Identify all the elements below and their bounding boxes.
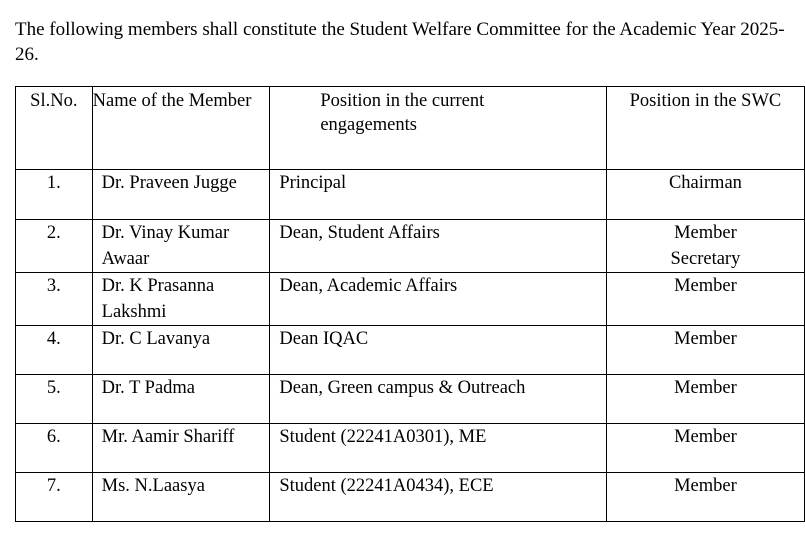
table-row: [16, 375, 805, 424]
swc-position-cell: Member: [606, 326, 804, 375]
sl-no-cell: 7.: [16, 473, 93, 522]
table-row: [16, 326, 805, 375]
member-name-cell: Mr. Aamir Shariff: [92, 424, 270, 473]
member-name-cell: Dr. C Lavanya: [92, 326, 270, 375]
swc-position-cell: Member Secretary: [606, 220, 804, 273]
header-sl-no: Sl.No.: [16, 87, 93, 170]
table-row: [16, 273, 805, 326]
member-name-cell: Ms. N.Laasya: [92, 473, 270, 522]
header-swc-position: Position in the SWC: [606, 87, 804, 170]
sl-no-cell: 1.: [16, 170, 93, 220]
member-name-cell: Dr. Praveen Jugge: [92, 170, 270, 220]
swc-position-cell: Member: [606, 273, 804, 326]
sl-no-cell: 3.: [16, 273, 93, 326]
header-member-name: Name of the Member: [92, 87, 270, 170]
table-row: [16, 220, 805, 273]
table-row: [16, 473, 805, 522]
intro-paragraph: The following members shall constitute the Student Welfare Committee for the Academic Year 2025-26.: [15, 19, 785, 65]
current-position-cell: Dean IQAC: [270, 326, 607, 375]
sl-no-cell: 4.: [16, 326, 93, 375]
member-name-cell: Dr. Vinay Kumar Awaar: [92, 220, 270, 273]
current-position-cell: Dean, Academic Affairs: [270, 273, 607, 326]
member-name-cell: Dr. K Prasanna Lakshmi: [92, 273, 270, 326]
current-position-cell: Dean, Student Affairs: [270, 220, 607, 273]
table-row: [16, 424, 805, 473]
table-row: [16, 170, 805, 220]
swc-position-cell: Chairman: [606, 170, 804, 220]
swc-position-cell: Member: [606, 424, 804, 473]
current-position-cell: Student (22241A0301), ME: [270, 424, 607, 473]
swc-position-cell: Member: [606, 473, 804, 522]
sl-no-cell: 2.: [16, 220, 93, 273]
current-position-cell: Principal: [270, 170, 607, 220]
swc-position-cell: Member: [606, 375, 804, 424]
sl-no-cell: 6.: [16, 424, 93, 473]
sl-no-cell: 5.: [16, 375, 93, 424]
current-position-cell: Student (22241A0434), ECE: [270, 473, 607, 522]
member-name-cell: Dr. T Padma: [92, 375, 270, 424]
table-header-row: [16, 87, 805, 170]
header-current-position: Position in the current engagements: [270, 87, 607, 170]
committee-table: [15, 86, 805, 522]
current-position-cell: Dean, Green campus & Outreach: [270, 375, 607, 424]
